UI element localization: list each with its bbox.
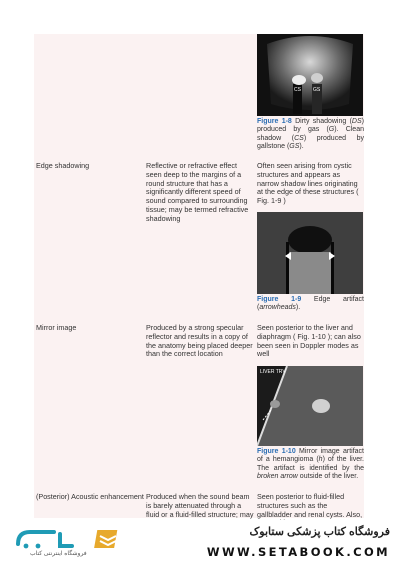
document-page [34, 34, 364, 518]
figure-1-10-caption: Figure 1-10 Mirror image artifact of a hemangioma (h) of the liver. The artifact is identified by the broken arrow outside of the liver. [257, 448, 364, 481]
caption-label: Figure 1-10 [257, 448, 296, 455]
logo-subtitle: فروشگاه اینترنتی کتاب [30, 551, 87, 557]
label-gs: GS [313, 87, 321, 93]
footer-banner [0, 520, 400, 565]
artifact-appearance: Seen posterior to fluid-filled structures such as the gallbladder and renal cysts. Also, [257, 492, 363, 519]
artifact-cause: Produced when the sound beam is barely attenuated through a fluid or a fluid-filled structure; may [146, 492, 254, 519]
label-cs: CS [294, 87, 301, 93]
figure-1-10-image [257, 366, 363, 446]
figure-1-8-caption: Figure 1-8 Dirty shadowing (DS) produced by gas (G). Clean shadow (CS) produced by gallstone (GS). [257, 118, 364, 151]
caption-label: Figure 1-9 [257, 296, 302, 303]
artifact-name: Edge shadowing [36, 161, 90, 170]
store-url[interactable]: WWW.SETABOOK.COM [206, 545, 390, 559]
figure-1-9-caption: Figure 1-9 Edge artifact (arrowheads). [257, 296, 364, 312]
artifact-cause: Reflective or refractive effect seen deep to the margins of a round structure that has a significantly different speed of sound compared to surrounding tissue; may be termed refractive shadowing [146, 161, 249, 223]
figure-1-8-image [257, 34, 363, 116]
artifact-cause: Produced by a strong specular reflector and results in a copy of the anatomy being placed deeper than the correct location [146, 323, 253, 359]
artifact-name: (Posterior) Acoustic enhancement [36, 492, 144, 501]
caption-label: Figure 1-8 [257, 118, 292, 125]
figure-1-9-image [257, 212, 363, 294]
artifact-name: Mirror image [36, 323, 77, 332]
store-title: فروشگاه کتاب پزشکی ستابوک [249, 526, 390, 538]
artifact-appearance: Often seen arising from cystic structures and appears as narrow shadow lines originating at the edge of these structures ( Fig. 1-9 ) [257, 161, 359, 206]
artifact-appearance: Seen posterior to the liver and diaphragm ( Fig. 1-10 ); can also been seen in Doppler modes as well [257, 323, 361, 359]
image-label: LIVER TRV [260, 369, 286, 375]
